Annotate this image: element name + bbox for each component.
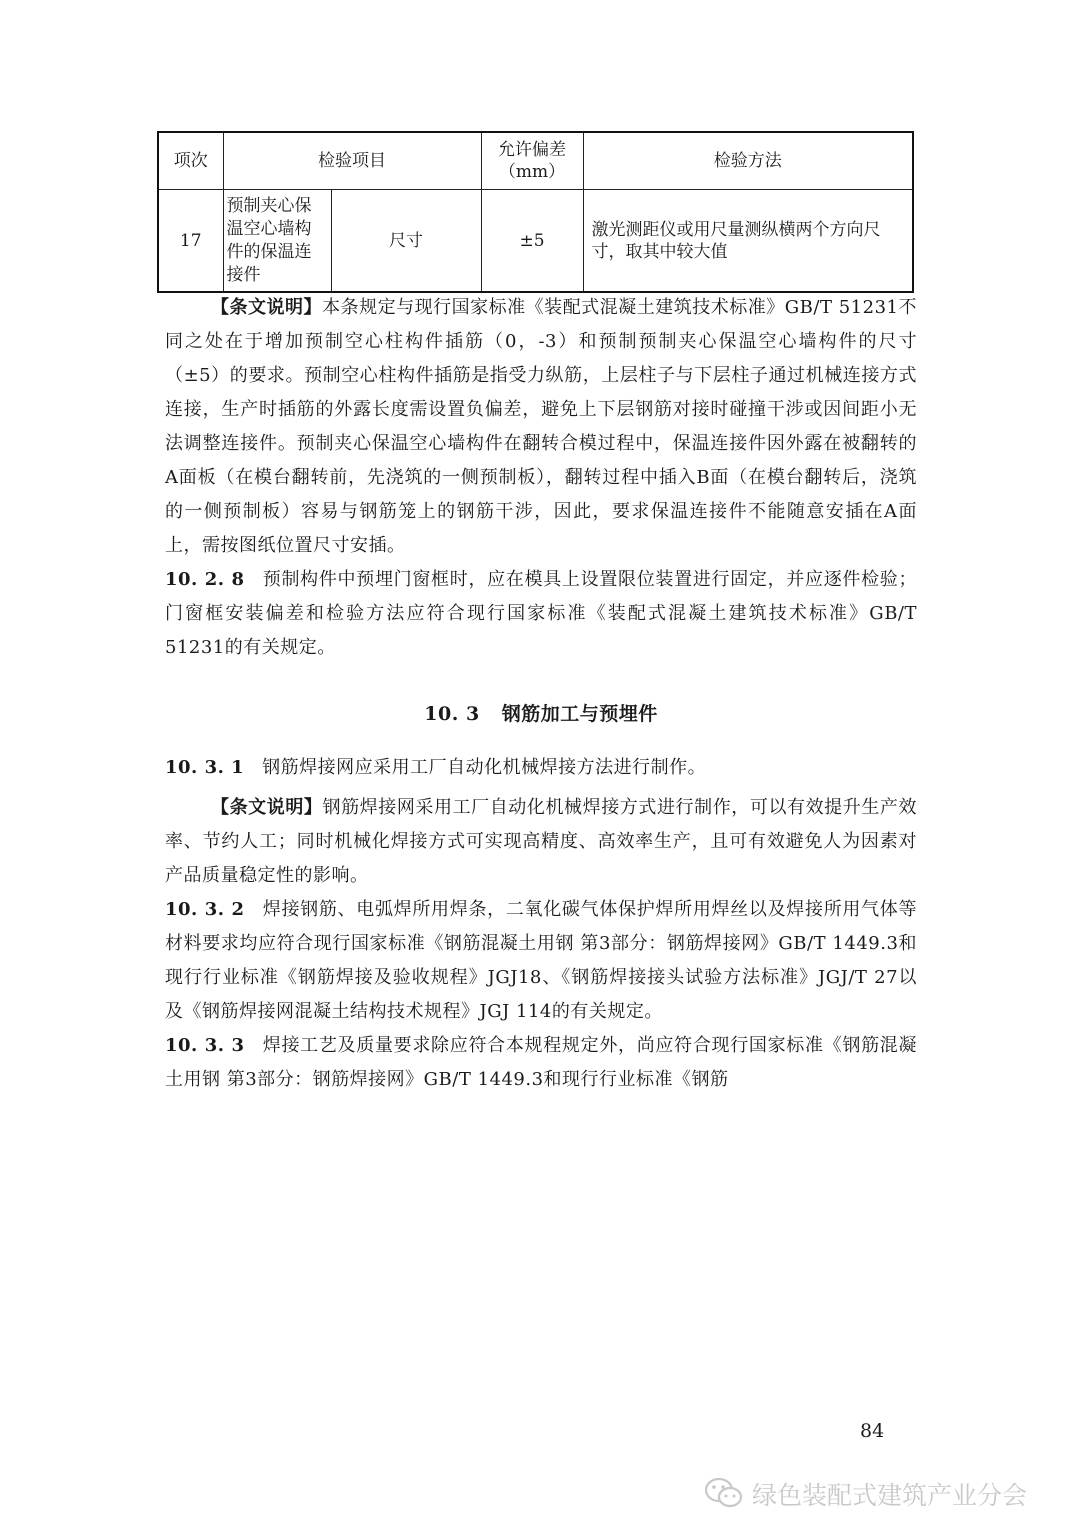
page-number: 84 — [860, 1420, 885, 1442]
cell-item-sub: 尺寸 — [331, 190, 481, 293]
wechat-icon — [704, 1477, 744, 1511]
note-paragraph-1 — [165, 291, 917, 563]
clause-10-3-2 — [165, 893, 917, 1029]
clause-10-2-8 — [165, 563, 917, 665]
clause-number: 10. 3. 1 — [165, 757, 245, 778]
watermark-text: 绿色装配式建筑产业分会 — [752, 1481, 1028, 1510]
inspection-table-wrapper — [157, 131, 912, 293]
section-heading — [165, 697, 917, 731]
header-item: 检验项目 — [223, 132, 481, 190]
spacer — [165, 731, 917, 751]
cell-no: 17 — [158, 190, 223, 293]
note-label: 【条文说明】 — [211, 797, 323, 818]
section-title: 钢筋加工与预埋件 — [501, 703, 658, 725]
header-no: 项次 — [158, 132, 223, 190]
header-method: 检验方法 — [583, 132, 913, 190]
clause-text: 焊接工艺及质量要求除应符合本规程规定外，尚应符合现行国家标准《钢筋混凝土用钢 第3部分：钢筋焊接网》GB/T 1449.3和现行行业标准《钢筋 — [165, 1035, 917, 1090]
table-header-row — [158, 132, 913, 190]
note-label: 【条文说明】 — [211, 297, 323, 318]
cell-method: 激光测距仪或用尺量测纵横两个方向尺寸，取其中较大值 — [583, 190, 913, 293]
note-text: 本条规定与现行国家标准《装配式混凝土建筑技术标准》GB/T 51231不同之处在于增加预制空心柱构件插筋（0，-3）和预制预制夹心保温空心墙构件的尺寸（±5）的要求。预制空心柱构件插筋是指受力纵筋，上层柱子与下层柱子通过机械连接方式连接，生产时插筋的外露长度需设置负偏差，避免上下层钢筋对接时碰撞干涉或因间距小无法调整连接件。预制夹心保温空心墙构件在翻转合模过程中，保温连接件因外露在被翻转的A面板（在模台翻转前，先浇筑的一侧预制板），翻转过程中插入B面（在模台翻转后，浇筑的一侧预制板）容易与钢筋笼上的钢筋干涉，因此，要求保温连接件不能随意安插在A面上，需按图纸位置尺寸安插。 — [165, 297, 917, 556]
clause-text: 钢筋焊接网应采用工厂自动化机械焊接方法进行制作。 — [262, 757, 707, 778]
clause-text: 焊接钢筋、电弧焊所用焊条，二氧化碳气体保护焊所用焊丝以及焊接所用气体等材料要求均应符合现行国家标准《钢筋混凝土用钢 第3部分：钢筋焊接网》GB/T 1449.3和现行行业标准《钢筋焊接及验收规程》JGJ18、《钢筋焊接接头试验方法标准》JGJ/T 27以及《钢筋焊接网混凝土结构技术规程》JGJ 114的有关规定。 — [165, 899, 917, 1022]
cell-item-main: 预制夹心保温空心墙构件的保温连接件 — [223, 190, 331, 293]
clause-text: 预制构件中预埋门窗框时，应在模具上设置限位装置进行固定，并应逐件检验；门窗框安装偏差和检验方法应符合现行国家标准《装配式混凝土建筑技术标准》GB/T 51231的有关规定。 — [165, 569, 917, 658]
clause-number: 10. 2. 8 — [165, 569, 245, 590]
clause-number: 10. 3. 2 — [165, 899, 245, 920]
cell-tolerance: ±5 — [481, 190, 583, 293]
note-text: 钢筋焊接网采用工厂自动化机械焊接方式进行制作，可以有效提升生产效率、节约人工；同时机械化焊接方式可实现高精度、高效率生产，且可有效避免人为因素对产品质量稳定性的影响。 — [165, 797, 918, 886]
section-number: 10. 3 — [424, 703, 480, 725]
watermark — [704, 1476, 1027, 1512]
header-tolerance: 允许偏差（mm） — [481, 132, 583, 190]
clause-10-3-3 — [165, 1029, 917, 1097]
table-row — [158, 190, 913, 293]
spacer — [165, 665, 917, 697]
clause-number: 10. 3. 3 — [165, 1035, 245, 1056]
note-paragraph-2 — [165, 791, 917, 893]
body-text — [165, 291, 917, 1097]
inspection-table — [157, 131, 914, 293]
clause-10-3-1 — [165, 751, 917, 785]
